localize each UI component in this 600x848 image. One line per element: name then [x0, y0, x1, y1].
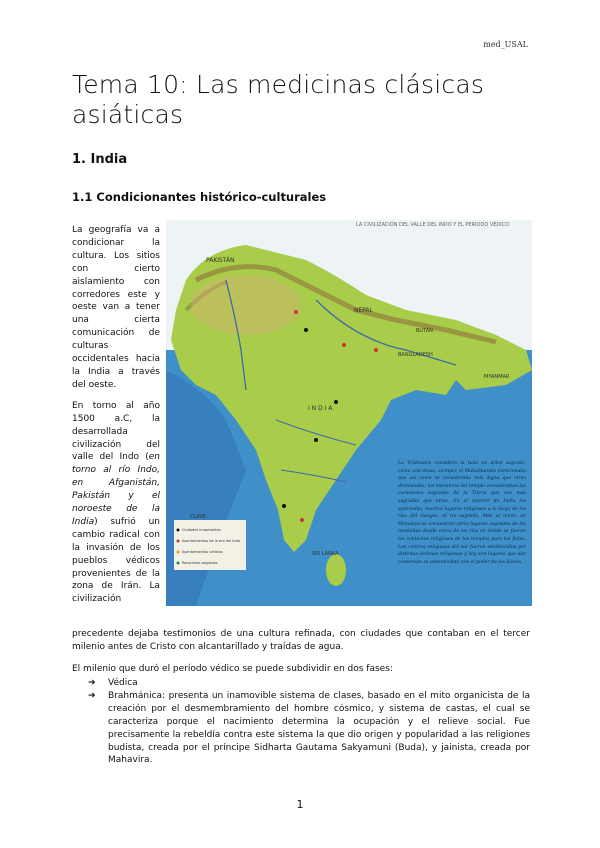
map-label-nepal: NEPAL — [354, 307, 373, 314]
map-key-marker — [177, 562, 180, 565]
city-dot — [304, 328, 308, 332]
map-label-srilanka: SRI LANKA — [312, 551, 339, 557]
text-column — [72, 224, 160, 614]
paragraph-indus-a: En torno al año 1500 a.C, la desarrollada civilización del valle del Indo ( — [72, 400, 160, 463]
list-item — [88, 690, 530, 767]
page-title: Tema 10: Las medicinas clásicas asiáticas — [72, 70, 485, 129]
map-side-text-box — [398, 460, 526, 598]
paragraph-indus-c: ) sufrió un cambio radical con la invasión de los pueblos védicos provenientes de la zona de Irán. La civilización — [72, 516, 160, 605]
map-key-item: Asentamientos védicos — [182, 550, 223, 554]
list-intro: El milenio que duró el período védico se puede subdividir en dos fases: — [72, 664, 393, 674]
map-label-pakistan: PAKISTÁN — [206, 257, 235, 264]
list-item-text: Védica — [108, 678, 138, 688]
map-desert — [191, 275, 301, 335]
city-dot — [282, 504, 286, 508]
city-dot — [374, 348, 378, 352]
subsection-heading: 1.1 Condicionantes histórico-culturales — [72, 190, 327, 204]
map-key-marker — [177, 540, 180, 543]
map-key-marker — [177, 529, 180, 532]
list-item — [88, 677, 530, 690]
section-heading: 1. India — [72, 152, 128, 167]
city-dot — [294, 310, 298, 314]
map-label-bangladesh: BANGLADESH — [398, 352, 433, 358]
paragraph-geography: La geografía va a condicionar la cultura. Los sitios con cierto aislamiento con corredores este y oeste van a tener una cierta comunicación de culturas occidentales hacia la India a través del oeste. — [72, 225, 160, 390]
city-dot — [342, 343, 346, 347]
map-key-item: Ciudades importantes — [182, 528, 221, 532]
arrow-icon: ➔ — [88, 678, 96, 688]
city-dot — [334, 400, 338, 404]
map-label-india: I N D I A — [308, 405, 333, 412]
map-label-myanmar: MYANMAR — [484, 374, 510, 380]
map-key-item: Asentamientos de la era del Indo — [182, 539, 240, 543]
map-srilanka — [326, 554, 346, 586]
city-dot — [300, 518, 304, 522]
list-item-text: Brahmánica: presenta un inamovible sistema de clases, basado en el mito organicista de la creación por el desmembramiento del hombre cósmico, y sistema de castas, el cual se caracteriza porque el nacimiento determina la ocupación y el relieve social. Fue precisamente la rebeldía contra este sistema la que dio origen y popularidad a las religiones budista, creada por el príncipe Sidharta Gautama Sakyamuni (Buda), y jainista, creada por Mahavira. — [108, 690, 530, 766]
map-top-caption: LA CIVILIZACIÓN DEL VALLE DEL INDO Y EL PERIODO VÉDICO — [356, 222, 510, 228]
paragraph-indus-italic: en torno al río Indo, en Afganistán, Pakistán y el noroeste de la India — [72, 452, 160, 527]
map-key-item: Recorridos sagrados — [182, 561, 218, 565]
india-map — [166, 220, 532, 606]
map-label-butan: BUTÁN — [416, 328, 433, 334]
map-side-text: La Trishastra consideró la tulsi un árbol sagrado, como una diosa, siempre el Mahabharata mencionaba que así como se consideraba más digna que otras divinidades, los miembros del templo consideraban las curaciones sagradas de la Tierra que son más sagradas que otras. En el interior de India los ayurvedas, muchos lugares religiosos a lo largo de los ríos del Ganges, el río sagrado. Más al norte, en Himalaya se encuentran otros lugares sagrados de las montañas donde cerca de los ríos en donde se fueron los contactos religiosos de los templos para los fieles. Los centros religiosos del sur fueron establecidos por distintas órdenes religiosas y hoy son lugares que aún conservan su autenticidad con el poder de los dioses. — [398, 461, 526, 565]
city-dot — [314, 438, 318, 442]
paragraph-indus — [72, 400, 160, 607]
header-tag: med_USAL — [483, 40, 528, 49]
page-number: 1 — [296, 798, 304, 811]
map-key-title: CLAVE — [190, 514, 207, 520]
phase-list — [88, 677, 530, 767]
map-key-marker — [177, 551, 180, 554]
paragraph-continued: precedente dejaba testimonios de una cultura refinada, con ciudades que contaban en el tercer milenio antes de Cristo con alcantarillado y traídas de agua. — [72, 629, 530, 652]
arrow-icon: ➔ — [88, 690, 96, 701]
